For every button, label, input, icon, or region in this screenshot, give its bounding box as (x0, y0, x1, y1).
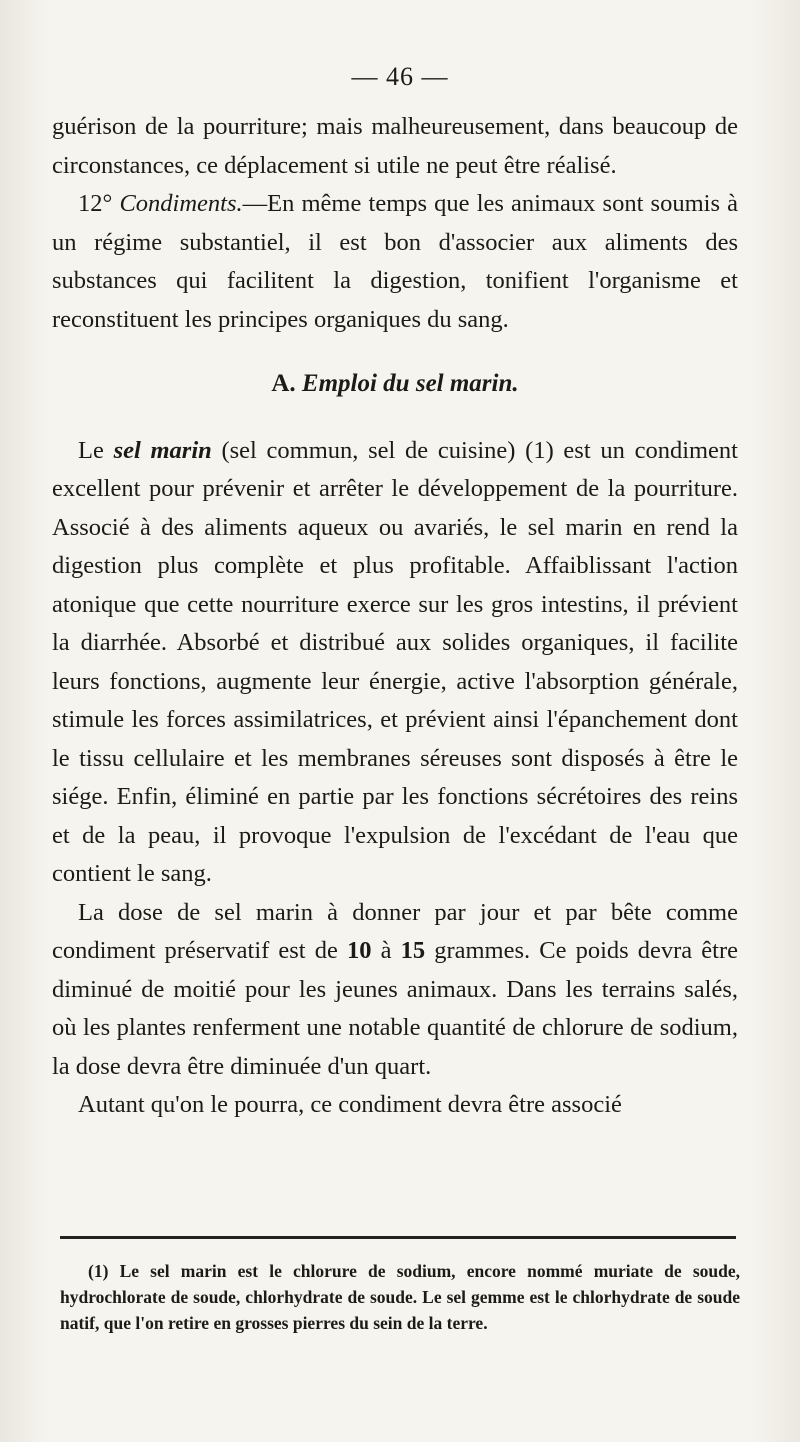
paragraph-dose (52, 894, 738, 1087)
heading-letter: A. (271, 370, 302, 397)
footnote-divider (60, 1236, 736, 1239)
paragraph-autant: Autant qu'on le pourra, ce condiment devra être associé (78, 1091, 622, 1118)
body-text (52, 108, 738, 1125)
section-text: —En même temps que les animaux sont soumis à un régime substantiel, il est bon d'associer aux aliments des substances qui facilitent la digestion, tonifient l'organisme et reconstituent les principes organiques du sang. (52, 190, 738, 333)
footnote (60, 1258, 740, 1336)
page-number: — 46 — (351, 62, 449, 91)
paragraph-continuation: guérison de la pourriture; mais malheureusement, dans beaucoup de circonstances, ce déplacement si utile ne peut être réalisé. (52, 113, 738, 179)
term-sel-marin: sel marin (113, 436, 212, 464)
dose-text-e: grammes. Ce poids devra être diminué de moitié pour les jeunes animaux. Dans les terrains salés, où les plantes renferment une notable quantité de chlorure de sodium, la dose devra être diminuée d'un quart. (52, 937, 739, 1080)
paragraph-text: (sel commun, sel de cuisine) (1) est un condiment excellent pour prévenir et arrêter le développement de la pourriture. Associé à des aliments aqueux ou avariés, le sel marin en rend la digestion plus complète et plus profitable. Affaiblissant l'action atonique que cette nourriture exerce sur les gros intestins, il prévient la diarrhée. Absorbé et distribué aux solides organiques, il facilite leurs fonctions, augmente leur énergie, active l'absorption générale, stimule les forces assimilatrices, et prévient ainsi l'épanchement dont le tissu cellulaire et les membranes séreuses sont disposés à être le siége. Enfin, éliminé en partie par les fonctions sécrétoires des reins et de la peau, il provoque l'expulsion de l'excédant de l'eau que contient le sang. (52, 436, 738, 887)
subsection-heading (52, 365, 738, 404)
dose-text-a: La dose de sel marin à donner par jour et par bête comme condiment préservatif est de (52, 898, 738, 964)
section-number: 12° (78, 190, 120, 217)
dose-text-c: à (371, 937, 401, 964)
footnote-text: (1) Le sel marin est le chlorure de sodium, encore nommé muriate de soude, hydrochlorate de soude, chlorhydrate de soude. Le sel gemme est le chlorhydrate de soude natif, que l'on retire en grosses pierres du sein de la terre. (60, 1261, 740, 1333)
paragraph-condiments (52, 185, 738, 339)
section-title: Condiments. (119, 190, 243, 217)
dose-max: 15 (400, 937, 426, 964)
paragraph-sel-marin (52, 432, 738, 894)
paragraph-lead: Le (78, 436, 114, 464)
heading-title: Emploi du sel marin. (301, 370, 519, 397)
dose-min: 10 (346, 937, 372, 964)
